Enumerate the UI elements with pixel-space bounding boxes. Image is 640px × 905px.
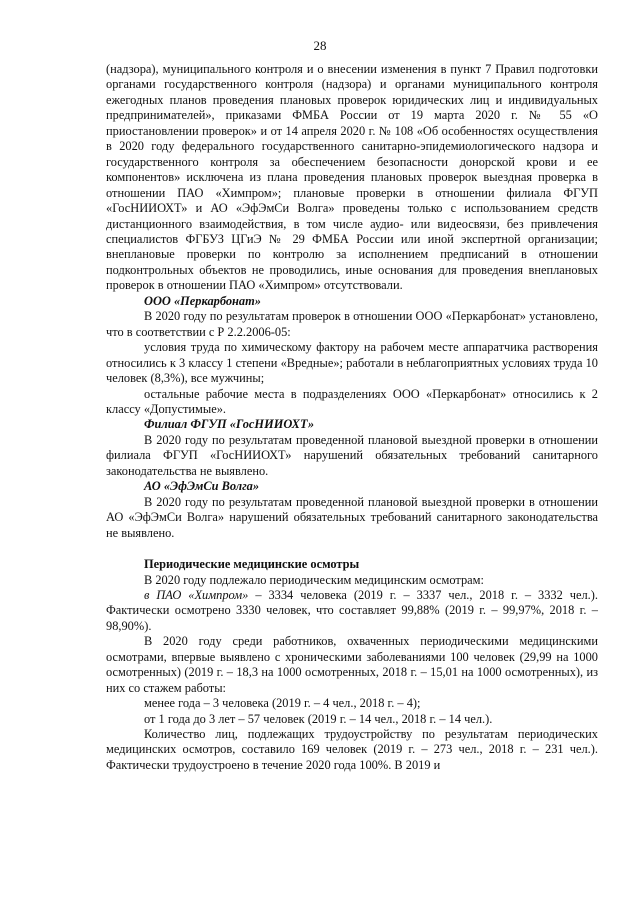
section-heading-medical-exams: Периодические медицинские осмотры <box>144 557 360 572</box>
paragraph: В 2020 году по результатам проверок в отношении ООО «Перкарбонат» установлено, что в соответствии с Р 2.2.2006-05: <box>106 309 598 339</box>
paragraph: В 2020 году по результатам проведенной плановой выездной проверки в отношении АО «ЭфЭмСи Волга» нарушений обязательных требований санитарного законодательства не выявлено. <box>106 494 598 540</box>
intro-paragraph: (надзора), муниципального контроля и о внесении изменения в пункт 7 Правил подготовки органами государственного контроля (надзора) и органами муниципального контроля ежегодных планов проведения плановых проверок юридических лиц и индивидуальных предпринимателей», приказами ФМБА России от 19 марта 2020 г. № 55 «О приостановлении проверок» и от 14 апреля 2020 г. № 108 «Об особенностях осуществления в 2020 году федерального государственного санитарно-эпидемиологического надзора и государственного контроля за обеспечением безопасности донорской крови и ее компонентов» исключена из плана проведения плановых проверок выездная проверка в отношении ПАО «Химпром»; плановые проверки в отношении филиала ФГУП «ГосНИИОХТ» и АО «ЭфЭмСи Волга» проведены только с использованием средств дистанционного взаимодействия, в том числе аудио- или видеосвязи, без привлечения специалистов ФГБУЗ ЦГиЭ № 29 ФМБА России или иной экспертной организации; внеплановые проверки по контролю за исполнением предписаний в отношении подконтрольных объектов не проводились, иные основания для проведения внеплановых проверок в отношении ПАО «Химпром» отсутствовали. <box>106 62 598 293</box>
section-heading-efemsi-volga: АО «ЭфЭмСи Волга» <box>144 479 260 494</box>
paragraph: В 2020 году по результатам проведенной плановой выездной проверки в отношении филиала ФГУП «ГосНИИОХТ» нарушений обязательных требований санитарного законодательства не выявлено. <box>106 432 598 478</box>
paragraph <box>106 588 598 634</box>
paragraph: от 1 года до 3 лет – 57 человек (2019 г. – 14 чел., 2018 г. – 14 чел.). <box>144 711 493 726</box>
page-number: 28 <box>313 38 327 53</box>
section-spacer <box>106 541 598 557</box>
section-heading-perkarbonat: ООО «Перкарбонат» <box>144 293 261 308</box>
paragraph: В 2020 году среди работников, охваченных периодическими медицинскими осмотрами, впервые выявлено с хроническими заболеваниями 100 человек (29,99 на 1000 осмотренных) (2019 г. – 18,3 на 1000 осмотренных, 2018 г. – 15,01 на 1000 осмотренных), из них со стажем работы: <box>106 634 598 695</box>
paragraph: остальные рабочие места в подразделениях ООО «Перкарбонат» относились к 2 классу «Допустимые». <box>106 386 598 416</box>
page-body <box>106 62 598 773</box>
organization-name: в ПАО «Химпром» <box>144 587 249 602</box>
paragraph: Количество лиц, подлежащих трудоустройству по результатам периодических медицинских осмотров, составило 169 человек (2019 г. – 273 чел., 2018 г. – 231 чел.). Фактически трудоустроено в течение 2020 года 100%. В 2019 и <box>106 727 598 772</box>
paragraph: условия труда по химическому фактору на рабочем месте аппаратчика растворения относились к 3 классу 1 степени «Вредные»; работали в неблагоприятных условиях труда 10 человек (8,3%), все мужчины; <box>106 340 598 386</box>
paragraph: В 2020 году подлежало периодическим медицинским осмотрам: <box>144 572 484 587</box>
section-heading-gosniiokht: Филиал ФГУП «ГосНИИОХТ» <box>144 417 315 432</box>
paragraph: менее года – 3 человека (2019 г. – 4 чел., 2018 г. – 4); <box>144 696 421 711</box>
paragraph-text: – 3334 человека (2019 г. – 3337 чел., 2018 г. – 3332 чел.). Фактически осмотрено 3330 человек, что составляет 99,88% (2019 г. – 99,97%, 2018 г. – 98,90%). <box>106 587 599 633</box>
